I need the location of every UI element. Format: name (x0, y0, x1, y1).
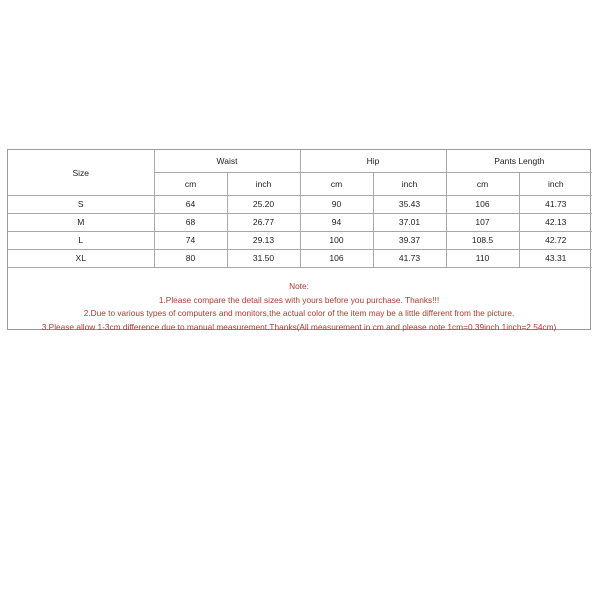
size-cell: L (8, 232, 154, 250)
table-row (8, 232, 592, 250)
table-cell: 41.73 (519, 196, 592, 214)
table-cell: 74 (154, 232, 227, 250)
unit-header: inch (519, 173, 592, 196)
size-chart (7, 149, 591, 330)
pants-length-header: Pants Length (446, 150, 592, 173)
table-row (8, 250, 592, 268)
table-cell: 25.20 (227, 196, 300, 214)
table-row (8, 214, 592, 232)
table-cell: 29.13 (227, 232, 300, 250)
size-cell: M (8, 214, 154, 232)
table-cell: 37.01 (373, 214, 446, 232)
note-line-3: 3.Please allow 1-3cm difference due to manual measurement.Thanks(All measurement in cm and please note 1cm=0.39inch 1inch=2.54cm) (41, 321, 557, 332)
size-cell: S (8, 196, 154, 214)
notes-section (8, 268, 590, 334)
table-cell: 31.50 (227, 250, 300, 268)
note-line-1: 1.Please compare the detail sizes with yours before you purchase. Thanks!!! (158, 294, 440, 305)
table-cell: 94 (300, 214, 373, 232)
table-cell: 100 (300, 232, 373, 250)
table-cell: 26.77 (227, 214, 300, 232)
unit-header: cm (446, 173, 519, 196)
size-header: Size (8, 150, 154, 196)
table-cell: 106 (446, 196, 519, 214)
table-cell: 90 (300, 196, 373, 214)
note-title: Note: (289, 281, 309, 291)
table-cell: 41.73 (373, 250, 446, 268)
table-cell: 106 (300, 250, 373, 268)
table-cell: 80 (154, 250, 227, 268)
group-header-row (8, 150, 592, 173)
hip-header: Hip (300, 150, 446, 173)
table-cell: 110 (446, 250, 519, 268)
table-cell: 68 (154, 214, 227, 232)
size-cell: XL (8, 250, 154, 268)
note-line-2: 2.Due to various types of computers and monitors,the actual color of the item may be a little different from the picture. (83, 308, 515, 318)
unit-header: cm (300, 173, 373, 196)
unit-header: inch (373, 173, 446, 196)
table-row (8, 196, 592, 214)
table-cell: 108.5 (446, 232, 519, 250)
table-cell: 42.13 (519, 214, 592, 232)
table-cell: 43.31 (519, 250, 592, 268)
table-cell: 107 (446, 214, 519, 232)
size-table (8, 150, 592, 268)
table-cell: 35.43 (373, 196, 446, 214)
waist-header: Waist (154, 150, 300, 173)
unit-header: cm (154, 173, 227, 196)
table-cell: 39.37 (373, 232, 446, 250)
table-cell: 64 (154, 196, 227, 214)
table-cell: 42.72 (519, 232, 592, 250)
unit-header: inch (227, 173, 300, 196)
